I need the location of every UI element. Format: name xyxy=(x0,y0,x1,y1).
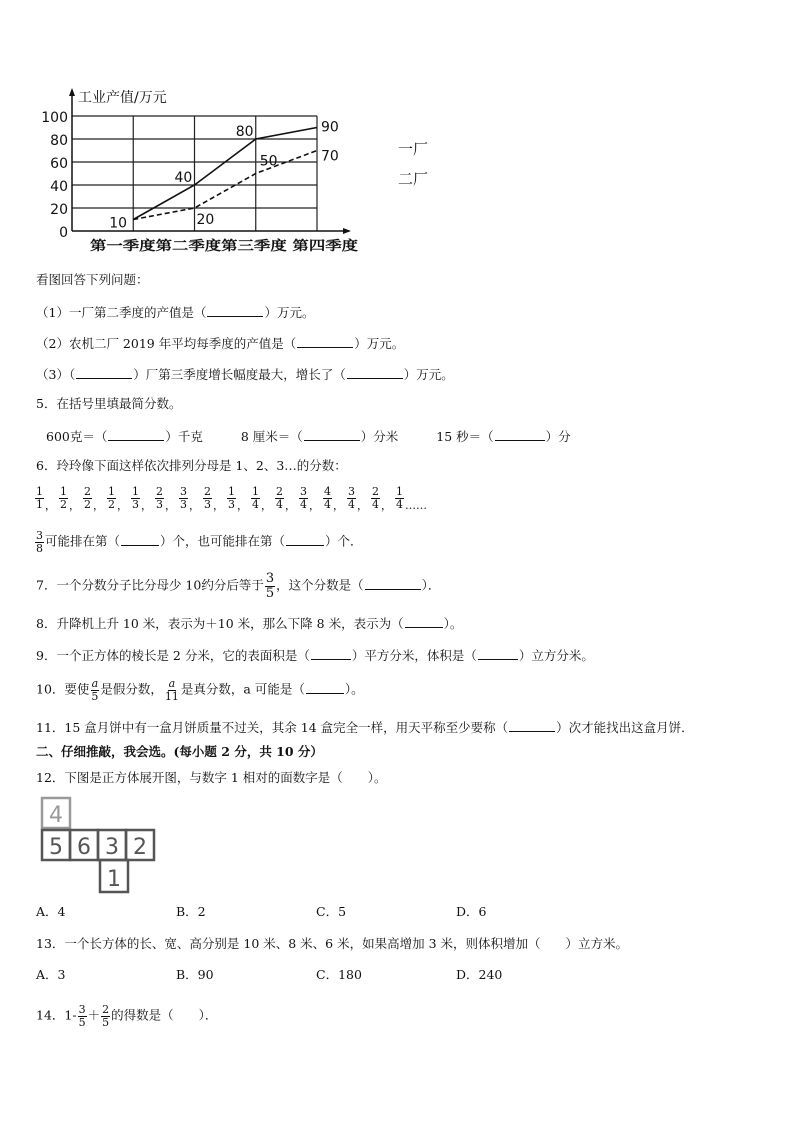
q13-option-d[interactable]: D．240 xyxy=(456,967,503,982)
section-2-heading: 二、仔细推敲，我会选。(每小题 2 分，共 10 分） xyxy=(36,744,323,759)
q6-seq-separator: ， xyxy=(189,499,200,513)
q6-seq-fraction: $\frac{3}{4}$ xyxy=(348,485,355,511)
data-label: 40 xyxy=(174,170,193,186)
q12-option-a[interactable]: A．4 xyxy=(36,904,66,919)
q6-seq-separator: ， xyxy=(165,499,176,513)
q13-options xyxy=(36,969,596,982)
y-tick-label: 0 xyxy=(59,225,68,241)
q12-options xyxy=(36,906,596,919)
q9-blank-b[interactable] xyxy=(478,648,518,660)
q6-seq-fraction: $\frac{1}{2}$ xyxy=(108,485,115,511)
y-tick-label: 40 xyxy=(50,179,68,195)
q6-seq-fraction: $\frac{2}{4}$ xyxy=(372,485,379,511)
q12-option-c[interactable]: C．5 xyxy=(316,904,347,919)
q6-seq-separator: ， xyxy=(237,499,248,513)
data-label: 20 xyxy=(196,212,215,228)
q6-question: $\frac{3}{8}$ 可能排在第（ ）个，也可能排在第（ ）个． xyxy=(36,529,363,555)
q6-seq-separator: ， xyxy=(93,499,104,513)
q14-fraction-2: $\frac{2}{5}$ xyxy=(102,1003,110,1029)
q6-seq-fraction: $\frac{1}{4}$ xyxy=(252,485,259,511)
q6-seq-fraction: $\frac{3}{4}$ xyxy=(300,485,307,511)
y-tick-label: 20 xyxy=(50,202,68,218)
q6-seq-separator: ， xyxy=(69,499,80,513)
y-axis-label: 工业产值/万元 xyxy=(78,90,167,106)
data-label: 50 xyxy=(259,153,278,170)
q10-blank[interactable] xyxy=(306,682,344,694)
q6-seq-ellipsis: …… xyxy=(405,499,427,513)
q9-blank-a[interactable] xyxy=(311,648,351,660)
q7-blank[interactable] xyxy=(365,578,421,590)
q6-seq-separator: ， xyxy=(309,499,320,513)
q14-fraction-1: $\frac{3}{5}$ xyxy=(78,1003,86,1029)
q4-sub2-blank[interactable] xyxy=(297,336,353,348)
y-axis-arrow xyxy=(69,88,75,96)
q6-seq-fraction: $\frac{2}{3}$ xyxy=(156,485,163,511)
q10-fraction-2: $\frac{a}{11}$ xyxy=(164,677,179,703)
cube-net-figure xyxy=(40,796,164,898)
q6-seq-separator: ， xyxy=(117,499,128,513)
line-chart xyxy=(28,84,368,256)
cube-face-1: 5 xyxy=(49,835,63,860)
q6-seq-separator: ， xyxy=(333,499,344,513)
q6-seq-separator: ， xyxy=(45,499,56,513)
q12-stem: 12．下图是正方体展开图，与数字 1 相对的面数字是（ ）。 xyxy=(36,770,387,785)
q6-seq-fraction: $\frac{1}{3}$ xyxy=(132,485,139,511)
q6-seq-fraction: $\frac{2}{2}$ xyxy=(84,485,91,511)
q6-seq-separator: ， xyxy=(381,499,392,513)
q6-blank-a[interactable] xyxy=(121,534,159,546)
q6-stem: 6．玲玲像下面这样依次排列分母是 1、2、3…的分数： xyxy=(36,458,347,473)
q6-seq-fraction: $\frac{3}{3}$ xyxy=(180,485,187,511)
q11-blank[interactable] xyxy=(509,720,555,732)
q4-sub3-blank-a[interactable] xyxy=(76,367,132,379)
q12-option-d[interactable]: D．6 xyxy=(456,904,487,919)
q4-sub3: （3）（ ）厂第三季度增长幅度最大，增长了（ ）万元。 xyxy=(36,367,454,382)
q6-seq-separator: ， xyxy=(261,499,272,513)
q5-stem: 5．在括号里填最简分数。 xyxy=(36,396,182,411)
q6-seq-separator: ， xyxy=(141,499,152,513)
q6-seq-fraction: $\frac{1}{1}$ xyxy=(36,485,43,511)
y-tick-label: 100 xyxy=(41,110,68,126)
q6-seq-fraction: $\frac{1}{3}$ xyxy=(228,485,235,511)
x-axis-category-labels: 第一季度第二季度第三季度 第四季度 xyxy=(90,239,303,254)
cube-face-top: 4 xyxy=(49,803,63,828)
series-line-1 xyxy=(133,128,317,220)
q8: 8．升降机上升 10 米，表示为＋10 米，那么下降 8 米，表示为（ ）。 xyxy=(36,616,463,631)
q5-blank-a[interactable] xyxy=(108,429,164,441)
cube-face-2: 6 xyxy=(77,835,91,860)
q6-seq-separator: ， xyxy=(285,499,296,513)
q6-seq-separator: ， xyxy=(357,499,368,513)
q4-intro: 看图回答下列问题： xyxy=(36,272,149,287)
q10: 10．要使 $\frac{a}{5}$ 是假分数， $\frac{a}{11}$ 是真分数，a 可能是（ ）。 xyxy=(36,677,364,703)
q8-blank[interactable] xyxy=(405,616,443,628)
q7-fraction: $\frac{3}{5}$ xyxy=(265,571,275,601)
q11: 11．15 盒月饼中有一盒月饼质量不过关，其余 14 盒完全一样，用天平称至少要称（ ）次才能找出这盒月饼． xyxy=(36,720,694,735)
x-axis-arrow xyxy=(343,228,351,234)
q9: 9．一个正方体的棱长是 2 分米，它的表面积是（ ）平方分米，体积是（ ）立方分米。 xyxy=(36,648,594,663)
q13-stem: 13．一个长方体的长、宽、高分别是 10 米、8 米、6 米，如果高增加 3 米，则体积增加（ ）立方米。 xyxy=(36,936,629,951)
q6-fraction-sequence xyxy=(34,486,429,513)
q6-seq-fraction: $\frac{1}{2}$ xyxy=(60,485,67,511)
q12-option-b[interactable]: B．2 xyxy=(176,904,206,919)
q14: 14．1- $\frac{3}{5}$ ＋ $\frac{2}{5}$ 的得数是（ ）． xyxy=(36,1003,218,1029)
data-label: 70 xyxy=(321,148,339,165)
data-label: 90 xyxy=(321,119,339,136)
legend-factory1: 一厂 xyxy=(398,140,429,158)
q6-seq-fraction: $\frac{2}{4}$ xyxy=(276,485,283,511)
q10-fraction-1: $\frac{a}{5}$ xyxy=(91,677,99,703)
data-label: 80 xyxy=(235,124,254,140)
q13-option-c[interactable]: C．180 xyxy=(316,967,362,982)
y-tick-label: 60 xyxy=(50,156,68,172)
q4-sub3-blank-b[interactable] xyxy=(347,367,403,379)
q5-items: 600克＝（ ）千克 8 厘米＝（ ）分米 15 秒＝（ ）分 xyxy=(46,429,571,444)
q4-sub1-blank[interactable] xyxy=(207,305,263,317)
cube-face-4: 2 xyxy=(133,835,147,860)
q5-blank-c[interactable] xyxy=(495,429,545,441)
q13-option-a[interactable]: A．3 xyxy=(36,967,66,982)
q6-seq-separator: ， xyxy=(213,499,224,513)
data-label: 10 xyxy=(109,215,128,232)
q6-blank-b[interactable] xyxy=(286,534,324,546)
y-tick-label: 80 xyxy=(50,133,68,149)
legend-factory2: 二厂 xyxy=(398,170,429,188)
q6-seq-fraction: $\frac{2}{3}$ xyxy=(204,485,211,511)
q4-sub1: （1）一厂第二季度的产值是（ ）万元。 xyxy=(36,305,315,320)
q5-blank-b[interactable] xyxy=(304,429,360,441)
q13-option-b[interactable]: B．90 xyxy=(176,967,214,982)
q6-seq-fraction: $\frac{1}{4}$ xyxy=(396,485,403,511)
q7: 7．一个分数分子比分母少 10约分后等于 $\frac{3}{5}$ ，这个分数是（ ）． xyxy=(36,571,441,601)
q6-fraction: $\frac{3}{8}$ xyxy=(36,529,43,555)
cube-face-bottom: 1 xyxy=(107,867,121,892)
q4-sub2: （2）农机二厂 2019 年平均每季度的产值是（ ）万元。 xyxy=(36,336,405,351)
cube-face-3: 3 xyxy=(105,835,119,860)
q6-seq-fraction: $\frac{4}{4}$ xyxy=(324,485,331,511)
